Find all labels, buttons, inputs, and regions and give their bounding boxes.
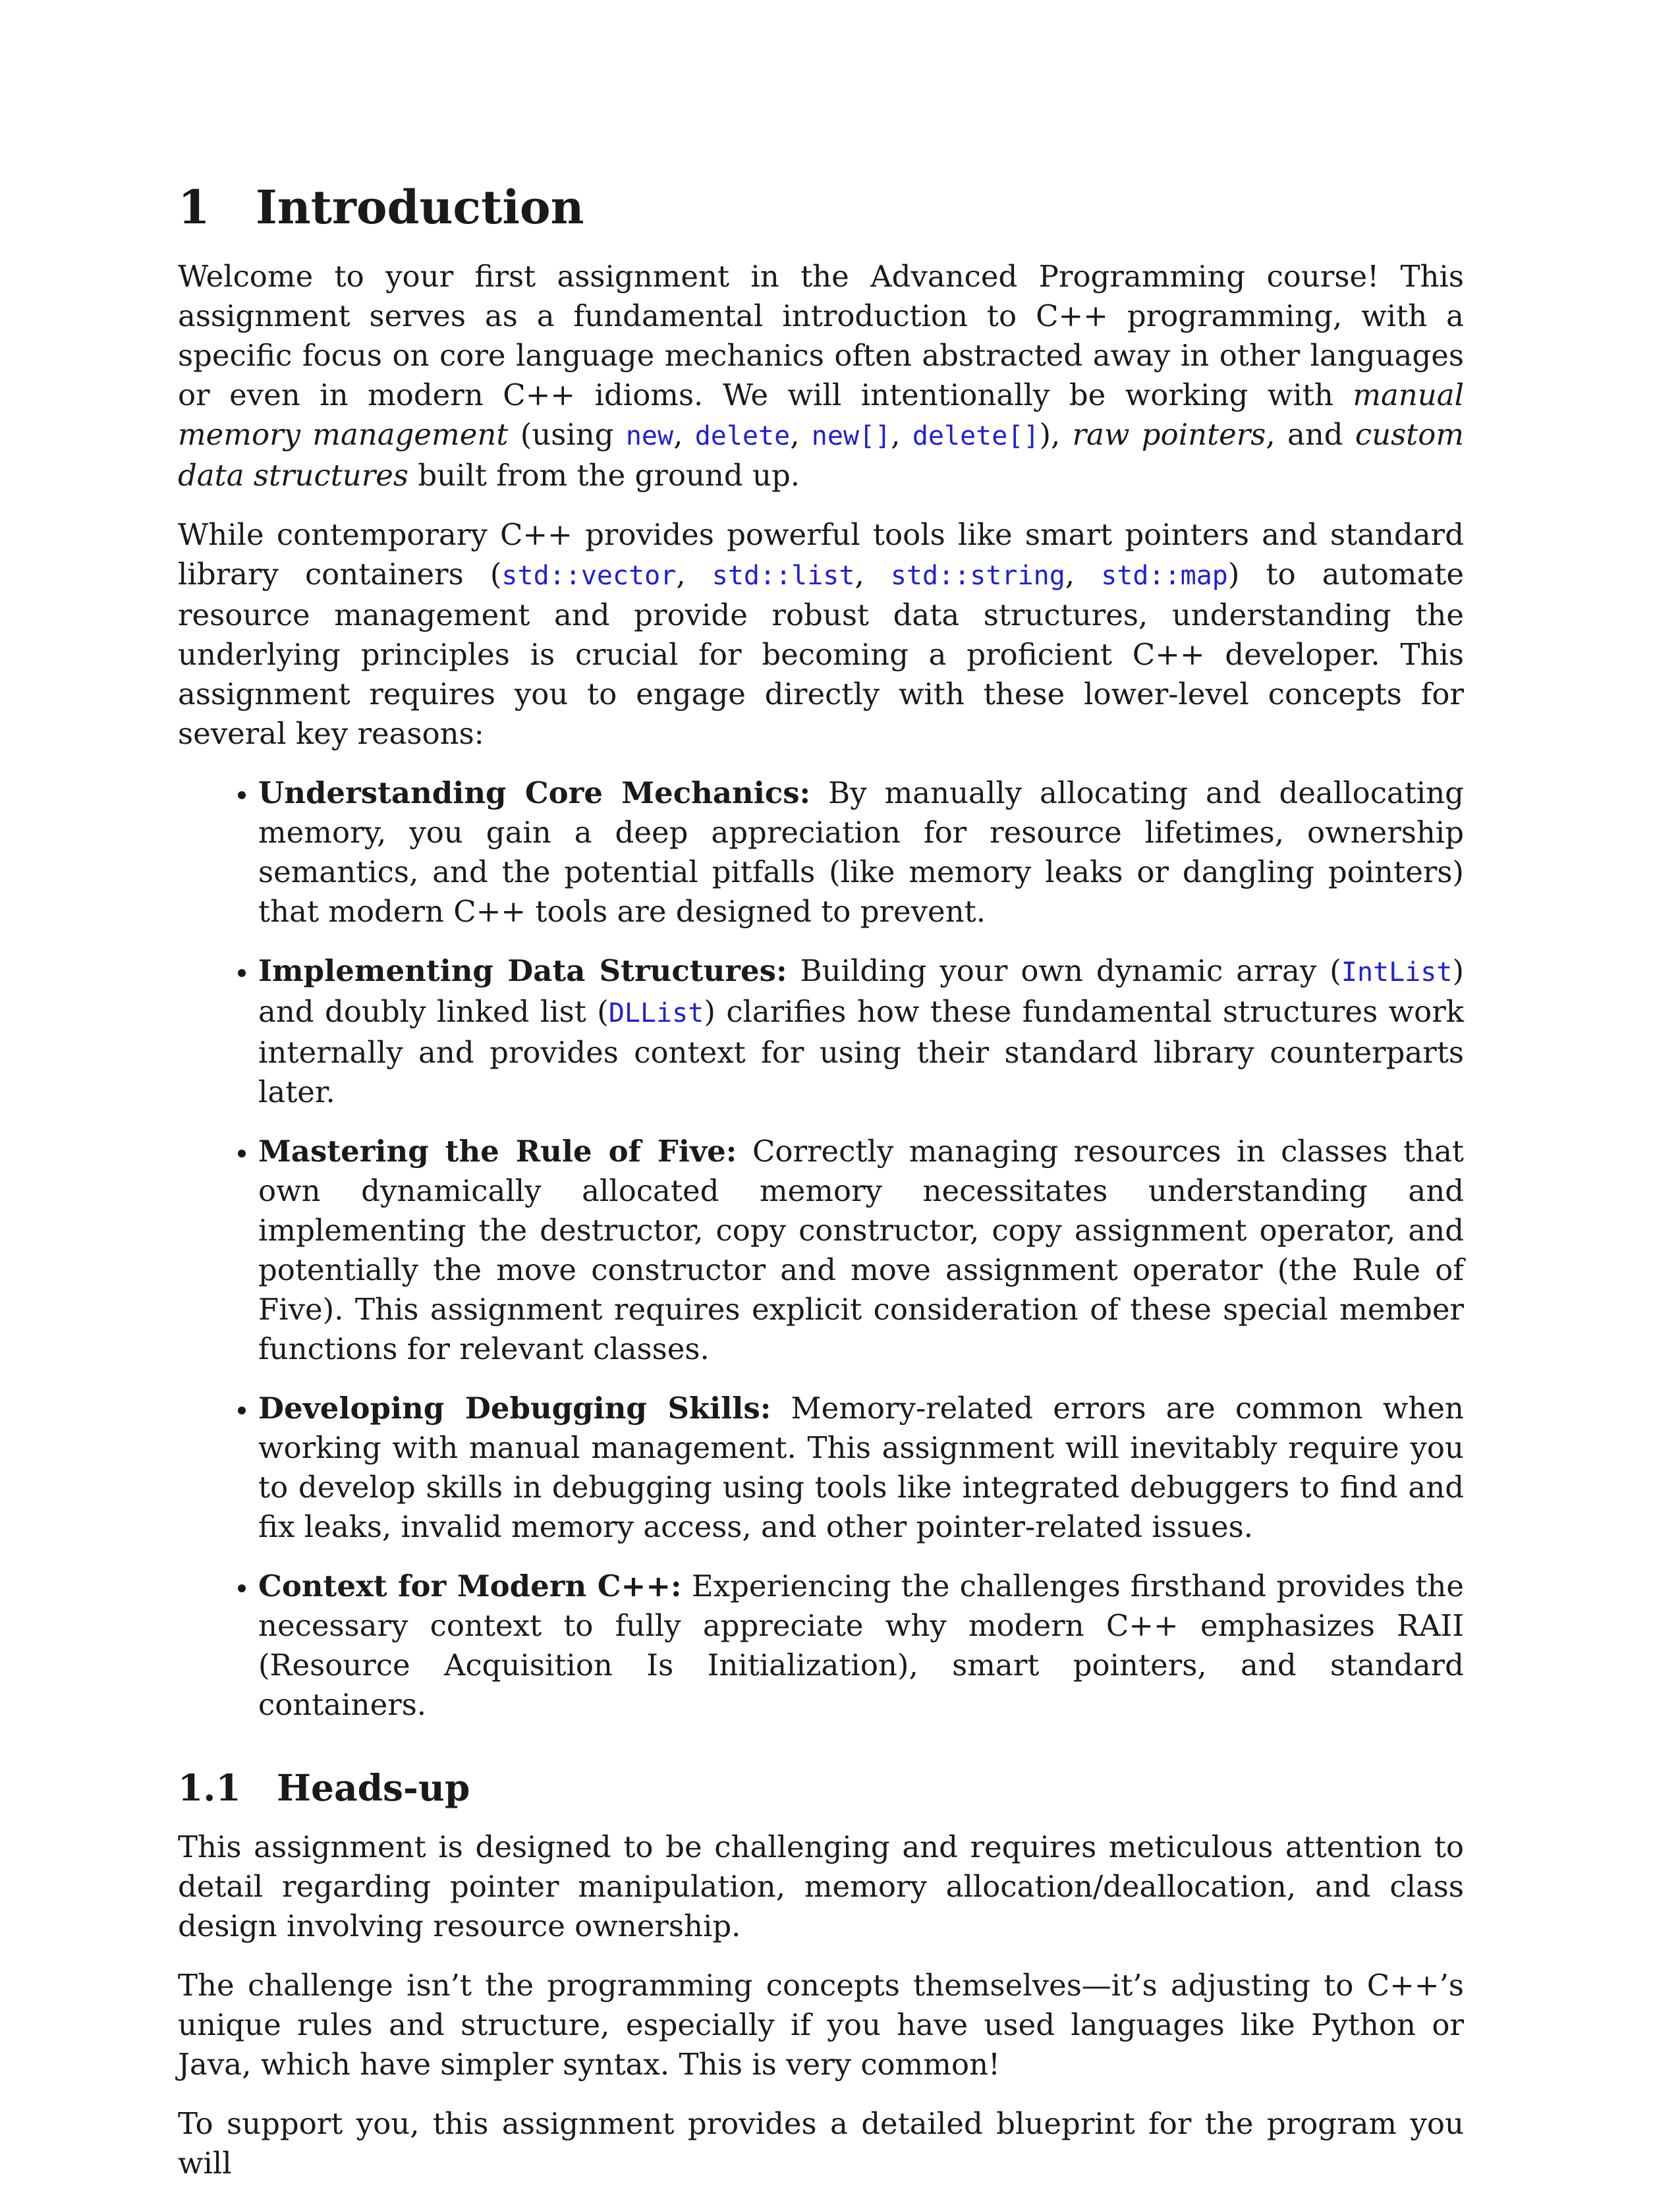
- section-heading: [178, 178, 1464, 237]
- list-item-text: By manually allocating and deallocating memory, you gain a deep appreciation for resource lifetimes, ownership semantics, and the potential pitfalls (like memory leaks or dangling pointers) that modern C++ tools are designed to prevent.: [258, 775, 1464, 929]
- code-delete: delete: [694, 421, 791, 451]
- text-run: ,: [891, 417, 912, 452]
- section-title: Introduction: [256, 180, 584, 235]
- list-item-title: Implementing Data Structures:: [258, 953, 787, 988]
- text-run: ),: [1039, 417, 1073, 452]
- code-delete-array: delete[]: [912, 421, 1040, 451]
- code-new: new: [625, 421, 674, 451]
- list-item: [258, 1567, 1464, 1725]
- list-item-text: ) and doubly linked list (: [258, 953, 1464, 1029]
- headsup-paragraph-2: The challenge isn’t the programming concepts themselves—it’s adjusting to C++’s unique rules and structure, especially if you have used languages like Python or Java, which have simpler syntax. This is very common!: [178, 1968, 1464, 2082]
- list-item: [258, 773, 1464, 932]
- list-item: [258, 951, 1464, 1112]
- headsup-paragraph-3: To support you, this assignment provides a detailed blueprint for the program you will: [178, 2106, 1464, 2181]
- intro-paragraph-1: [178, 257, 1464, 495]
- subsection-heading: [178, 1764, 1464, 1812]
- text-run: ,: [1065, 557, 1102, 592]
- code-intlist: IntList: [1341, 957, 1453, 988]
- list-item-text: Experiencing the challenges firsthand provides the necessary context to fully appreciate why modern C++ emphasizes RAII (Resource Acquisition Is Initialization), smart pointers, and standard containers.: [258, 1569, 1465, 1722]
- list-item-text: Building your own dynamic array (: [787, 953, 1341, 988]
- emphasis: manual memory management: [178, 377, 1464, 452]
- headsup-paragraph-1: This assignment is designed to be challenging and requires meticulous attention to detail regarding pointer manipulation, memory allocation/deallocation, and class design involving resource ownership.: [178, 1829, 1464, 1943]
- code-std-string: std::string: [890, 561, 1065, 591]
- reasons-list: [178, 773, 1464, 1725]
- text-run: built from the ground up.: [408, 458, 800, 493]
- section-number: 1: [178, 180, 210, 235]
- code-std-list: std::list: [712, 561, 855, 591]
- subsection-title: Heads-up: [277, 1766, 470, 1809]
- text-run: , and: [1266, 417, 1355, 452]
- list-item: [258, 1389, 1464, 1547]
- text-run: (using: [508, 417, 626, 452]
- code-std-vector: std::vector: [501, 561, 677, 591]
- list-item-title: Mastering the Rule of Five:: [258, 1134, 737, 1169]
- text-run: ,: [676, 557, 712, 592]
- text-run: While contemporary C++ provides powerful tools like smart pointers and standard library containers (: [178, 517, 1464, 592]
- subsection-number: 1.1: [178, 1766, 241, 1809]
- text-run: ,: [790, 417, 812, 452]
- text-run: ,: [673, 417, 695, 452]
- intro-paragraph-2: [178, 515, 1464, 754]
- list-item-text: ) clarifies how these fundamental structures work internally and provides context for using their standard library counterparts later.: [258, 994, 1464, 1109]
- list-item-text: Memory-related errors are common when working with manual management. This assignment will inevitably require you to develop skills in debugging using tools like integrated debuggers to find and fix leaks, invalid memory access, and other pointer-related issues.: [258, 1391, 1464, 1544]
- text-run: ) to automate resource management and provide robust data structures, understanding the underlying principles is crucial for becoming a proficient C++ developer. This assignment requires you to engage directly with these lower-level concepts for several key reasons:: [178, 557, 1464, 751]
- code-dllist: DLList: [608, 998, 704, 1028]
- list-item-title: Understanding Core Mechanics:: [258, 775, 811, 810]
- emphasis: raw pointers: [1072, 417, 1266, 452]
- emphasis: custom data structures: [178, 417, 1465, 493]
- list-item-title: Context for Modern C++:: [258, 1569, 682, 1603]
- code-std-map: std::map: [1101, 561, 1228, 591]
- list-item: [258, 1132, 1464, 1369]
- list-item-text: Correctly managing resources in classes that own dynamically allocated memory necessitates understanding and implementing the destructor, copy constructor, copy assignment operator, and potentially the move constructor and move assignment operator (the Rule of Five). This assignment requires explicit consideration of these special member functions for relevant classes.: [258, 1134, 1464, 1366]
- text-run: ,: [854, 557, 891, 592]
- code-new-array: new[]: [811, 421, 891, 451]
- document-page: [178, 178, 1464, 2203]
- text-run: Welcome to your first assignment in the Advanced Programming course! This assignment serves as a fundamental introduction to C++ programming, with a specific focus on core language mechanics often abstracted away in other languages or even in modern C++ idioms. We will intentionally be working with: [178, 259, 1464, 412]
- list-item-title: Developing Debugging Skills:: [258, 1391, 771, 1426]
